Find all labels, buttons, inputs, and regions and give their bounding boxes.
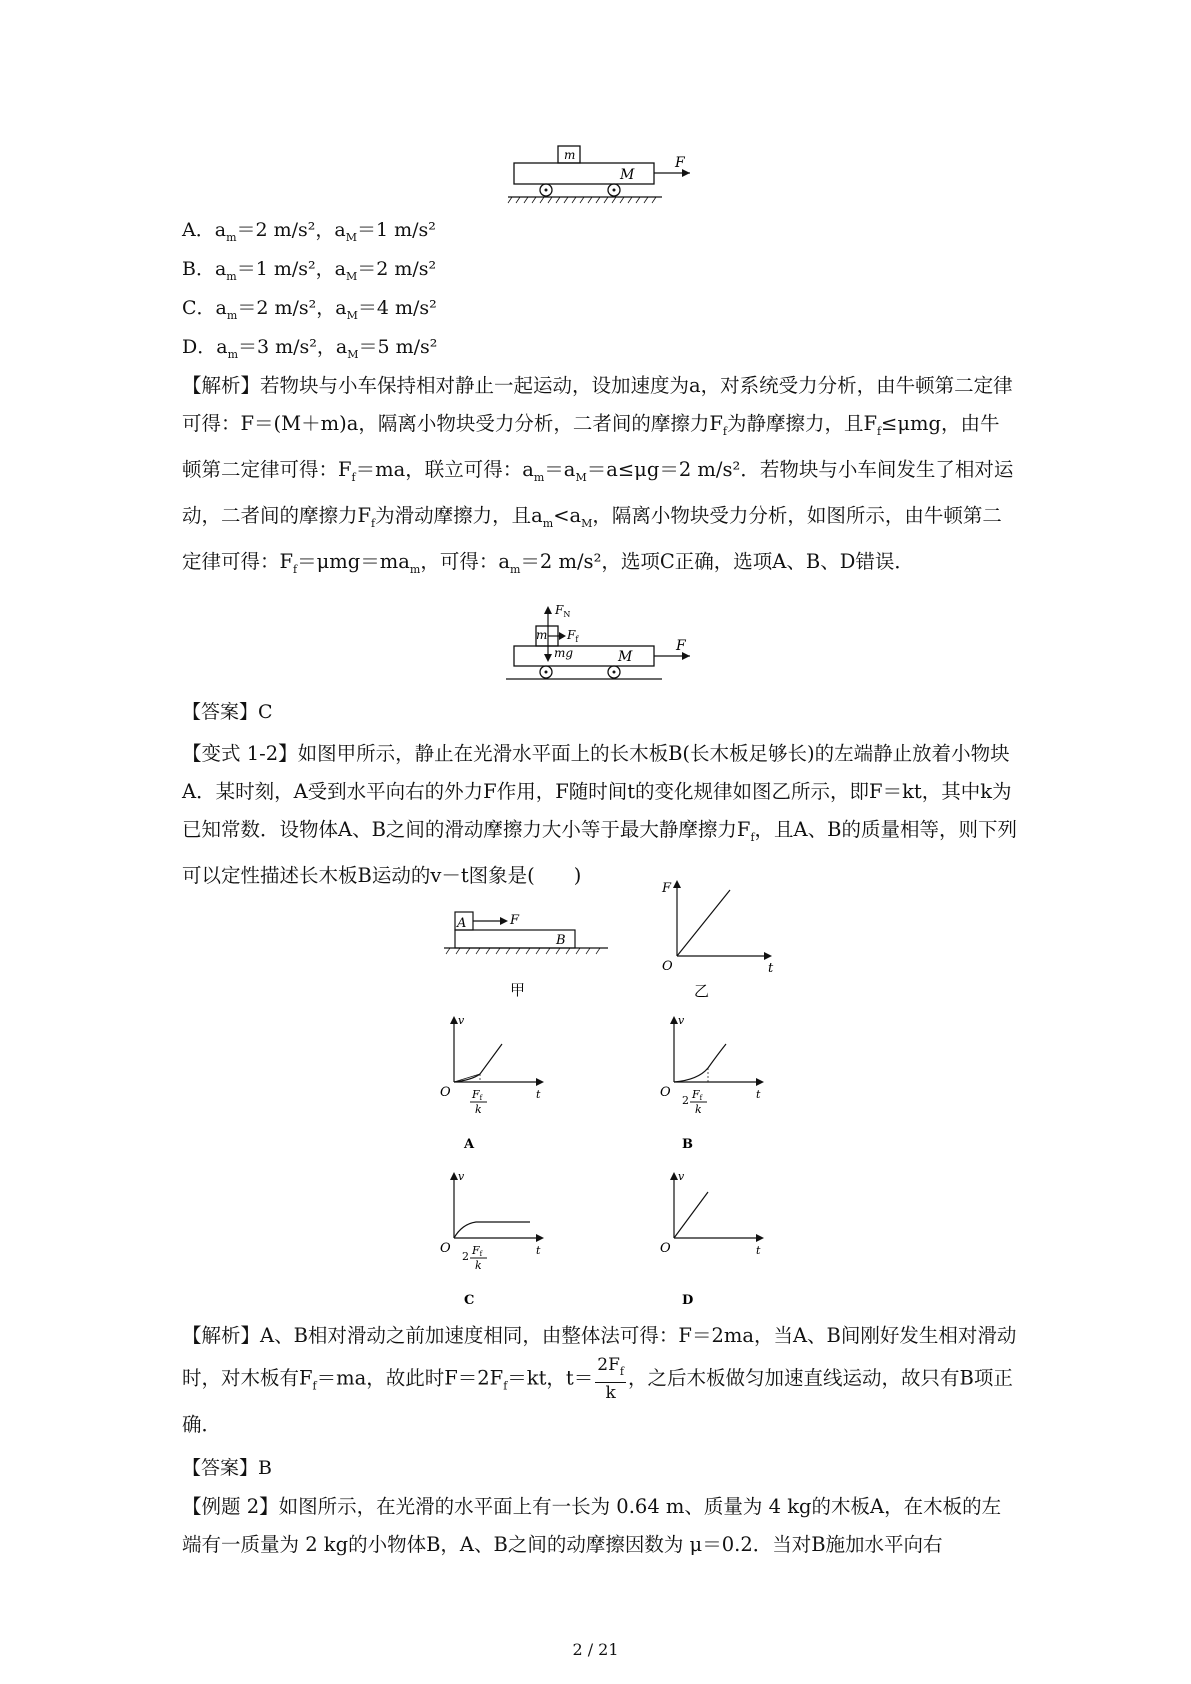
svg-text:F: F bbox=[510, 913, 520, 928]
svg-text:v: v bbox=[458, 1170, 465, 1183]
caption-option-b: B bbox=[682, 1137, 693, 1152]
graph-option-d bbox=[652, 1168, 772, 1308]
fraction-2ff-over-k: $\frac{2F_f}{k}$ bbox=[597, 1355, 624, 1403]
svg-text:F: F bbox=[676, 638, 686, 654]
caption-jia: 甲 bbox=[510, 981, 526, 998]
analysis-paragraph-2: 【解析】A、B相对滑动之前加速度相同，由整体法可得：F＝2ma，当A、B间刚好发生相对滑动时，对木板有$F_f=ma$，故此时$F=2F_f=kt$，t＝ $\frac{2F_f}{k}$ ，之后木板做匀加速直线运动，故只有B项正确． bbox=[182, 1324, 1017, 1436]
svg-text:t: t bbox=[756, 1244, 761, 1257]
graph-option-c bbox=[432, 1168, 552, 1308]
variant-question: 【变式 1-2】如图甲所示，静止在光滑水平面上的长木板B(长木板足够长)的左端静止放着小物块A．某时刻，A受到水平向右的外力F作用，F随时间t的变化规律如图乙所示，即F＝kt，其中k为已知常数．设物体A、B之间的滑动摩擦力大小等于最大静摩擦力$F_f$，且A、B的质量相等，则下列可以定性描述长木板B运动的v－t图象是( ) bbox=[182, 742, 1017, 887]
v-t-curve bbox=[454, 1044, 502, 1082]
svg-text:O: O bbox=[660, 1241, 671, 1256]
page-number: 2 / 21 bbox=[572, 1640, 619, 1659]
svg-text:Ff: Ff bbox=[472, 1088, 483, 1102]
svg-text:v: v bbox=[678, 1170, 685, 1183]
normal-force-label: $F_N$ bbox=[555, 603, 571, 619]
svg-text:2: 2 bbox=[682, 1094, 689, 1107]
caption-option-c: C bbox=[464, 1293, 475, 1308]
svg-text:O: O bbox=[440, 1085, 451, 1100]
graph-option-a bbox=[432, 1012, 552, 1152]
svg-text:M: M bbox=[618, 649, 633, 665]
v-t-curve bbox=[674, 1044, 726, 1082]
svg-text:k: k bbox=[695, 1103, 702, 1116]
v-t-line bbox=[674, 1192, 708, 1238]
gravity-label: mg bbox=[554, 646, 574, 660]
svg-text:Ff: Ff bbox=[472, 1244, 483, 1258]
force-F-label: F bbox=[675, 155, 685, 171]
caption-option-a: A bbox=[464, 1137, 475, 1152]
svg-text:k: k bbox=[475, 1259, 482, 1272]
svg-text:Ff: Ff bbox=[692, 1088, 703, 1102]
svg-text:t: t bbox=[536, 1088, 541, 1101]
svg-text:v: v bbox=[458, 1014, 465, 1027]
svg-text:k: k bbox=[475, 1103, 482, 1116]
figure-yi bbox=[652, 878, 782, 998]
answer-1: 【答案】C bbox=[182, 701, 273, 723]
svg-text:O: O bbox=[440, 1241, 451, 1256]
force-diagram-figure bbox=[500, 602, 700, 682]
cart-figure bbox=[500, 140, 700, 204]
answer-2: 【答案】B bbox=[182, 1457, 272, 1479]
v-t-curve bbox=[454, 1222, 530, 1238]
option-d: D．$a_m=3$ m/s²，$a_M=5$ m/s² bbox=[182, 336, 438, 361]
svg-text:t: t bbox=[536, 1244, 541, 1257]
svg-text:F: F bbox=[662, 881, 672, 896]
friction-force-label: $F_f$ bbox=[567, 628, 579, 644]
example-2-question: 【例题 2】如图所示，在光滑的水平面上有一长为 0.64 m、质量为 4 kg的木板A，在木板的左端有一质量为 2 kg的小物体B，A、B之间的动摩擦因数为 μ＝0.2．当对B施加水平向右 bbox=[182, 1495, 1002, 1556]
option-b: B．$a_m=1$ m/s²，$a_M=2$ m/s² bbox=[182, 258, 437, 283]
svg-text:A: A bbox=[457, 916, 467, 931]
svg-text:O: O bbox=[662, 959, 673, 974]
caption-option-d: D bbox=[682, 1293, 694, 1308]
svg-text:O: O bbox=[660, 1085, 671, 1100]
f-vs-t-line bbox=[677, 890, 730, 956]
svg-text:m: m bbox=[536, 628, 548, 642]
option-a: A．$a_m=2$ m/s²，$a_M=1$ m/s² bbox=[182, 219, 436, 244]
block-m-label: m bbox=[564, 148, 576, 162]
svg-text:t: t bbox=[756, 1088, 761, 1101]
svg-text:t: t bbox=[768, 961, 774, 976]
figure-jia bbox=[430, 898, 630, 998]
option-c: C．$a_m=2$ m/s²，$a_M=4$ m/s² bbox=[182, 297, 437, 322]
graph-option-b bbox=[652, 1012, 772, 1152]
svg-text:B: B bbox=[556, 933, 566, 948]
svg-text:2: 2 bbox=[462, 1250, 469, 1263]
analysis-paragraph-1: 【解析】若物块与小车保持相对静止一起运动，设加速度为a，对系统受力分析，由牛顿第二定律可得：F＝(M＋m)a，隔离小物块受力分析，二者间的摩擦力$F_f$为静摩擦力，且$F_f\le\mu mg$，由牛顿第二定律可得：$F_f=ma$，联立可得：$a_m=a_M=a\le\mu g=2$ m/s²．若物块与小车间发生了相对运动，二者间的摩擦力$F_f$为滑动摩擦力，且$a_m<a_M$，隔离小物块受力分析，如图所示，由牛顿第二定律可得：$F_f=\mu mg=ma_m$，可得：$a_m=2$ m/s²，选项C正确，选项A、B、D错误． bbox=[182, 374, 1014, 576]
board-M-label: M bbox=[620, 167, 635, 183]
caption-yi: 乙 bbox=[694, 982, 710, 998]
svg-text:v: v bbox=[678, 1014, 685, 1027]
